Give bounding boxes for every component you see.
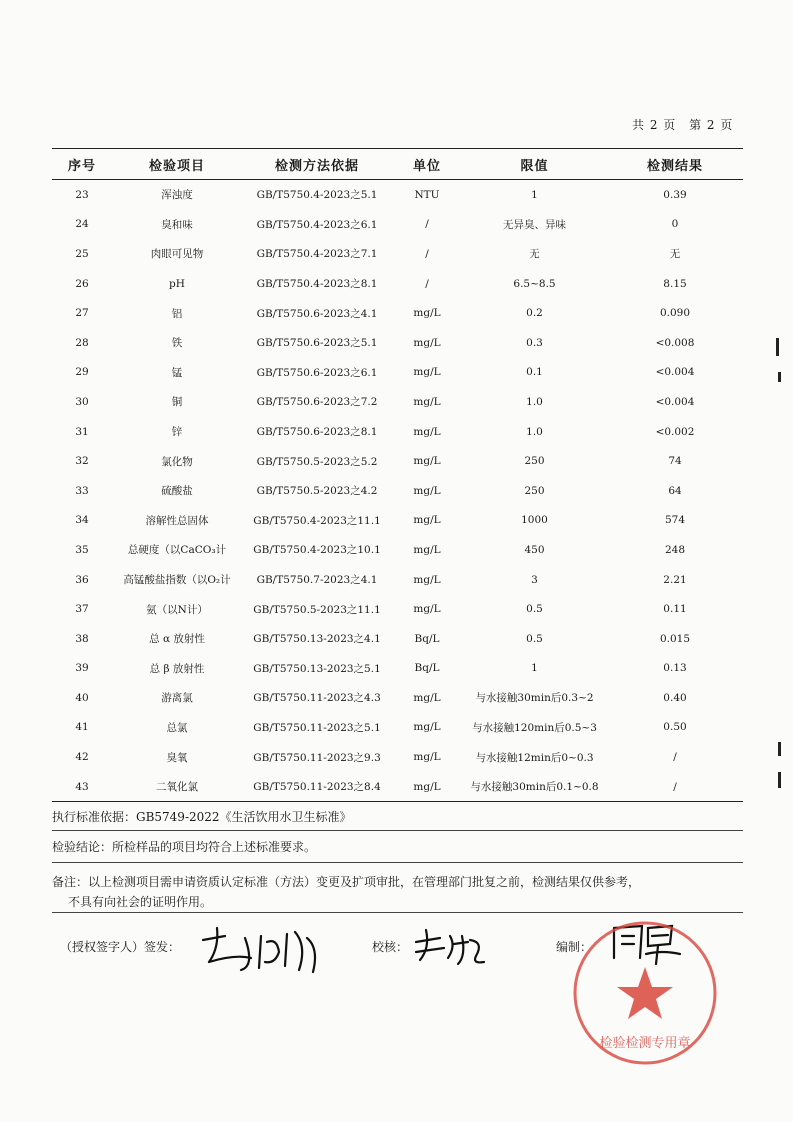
table-row (52, 742, 743, 772)
row-limit: 1 (531, 662, 538, 675)
header-unit: 单位 (392, 149, 462, 180)
row-method: GB/T5750.4-2023之8.1 (256, 278, 378, 291)
row-unit: mg/L (413, 336, 441, 349)
row-result: 0.13 (663, 662, 687, 675)
row-item: 铝 (171, 307, 183, 320)
row-limit: 0.3 (526, 336, 543, 349)
row-result: 8.15 (663, 277, 687, 290)
row-unit: mg/L (413, 721, 441, 734)
row-method: GB/T5750.11-2023之8.4 (242, 772, 392, 802)
table-row (52, 506, 743, 536)
row-item: 总 β 放射性 (149, 662, 205, 675)
table-row (52, 210, 743, 240)
row-result: 574 (664, 514, 686, 527)
table-header-row (52, 149, 743, 180)
row-unit: mg/L (413, 573, 441, 586)
row-item: 浑浊度 (161, 189, 193, 202)
header-limit: 限值 (462, 149, 607, 180)
row-limit: 1000 (521, 514, 548, 527)
row-result: <0.002 (655, 425, 695, 438)
row-seq: 24 (75, 218, 89, 231)
row-unit: NTU (414, 188, 440, 201)
reviewer-label: 校核： (372, 940, 409, 954)
row-unit: mg/L (413, 366, 441, 379)
row-limit: 1.0 (526, 425, 543, 438)
row-limit: 与水接触120min后0.5~3 (472, 721, 597, 734)
table-body (52, 180, 743, 802)
table-row (52, 387, 743, 417)
table-row (52, 358, 743, 388)
row-item: 高锰酸盐指数（以O₂计 (123, 574, 231, 587)
row-limit: 0.5 (526, 632, 543, 645)
row-limit: 3 (531, 573, 538, 586)
row-limit: 250 (524, 484, 545, 497)
row-seq: 34 (75, 514, 89, 527)
row-unit: Bq/L (414, 632, 440, 645)
row-limit: 250 (524, 455, 545, 468)
table-row (52, 298, 743, 328)
row-unit: mg/L (413, 691, 441, 704)
row-method: GB/T5750.6-2023之4.1 (256, 307, 378, 320)
table-row (52, 180, 743, 210)
row-result: 0 (671, 218, 679, 231)
row-seq: 41 (75, 721, 89, 734)
row-item: 氯化物 (161, 455, 193, 468)
row-unit: mg/L (413, 543, 441, 556)
row-item: 锰 (171, 366, 183, 379)
conclusion-line: 检验结论：所检样品的项目均符合上述标准要求。 (52, 840, 317, 854)
table-row (52, 239, 743, 269)
row-unit: mg/L (413, 395, 441, 408)
row-item: 臭和味 (161, 218, 193, 231)
table-row (52, 476, 743, 506)
seal-star-icon (617, 967, 673, 1019)
table-row (52, 446, 743, 476)
page-current: 第 2 页 (689, 118, 734, 132)
row-seq: 26 (75, 277, 89, 290)
row-method: GB/T5750.6-2023之8.1 (256, 426, 378, 439)
row-unit: mg/L (413, 603, 441, 616)
table-row (52, 772, 743, 802)
row-method: GB/T5750.4-2023之7.1 (256, 248, 378, 261)
reviewer-signature (410, 922, 490, 972)
table-row (52, 713, 743, 743)
row-result: 无 (669, 248, 681, 261)
row-result: 64 (668, 484, 682, 497)
row-method: GB/T5750.6-2023之5.1 (256, 337, 378, 350)
table-row (52, 269, 743, 299)
row-item: 总 α 放射性 (149, 633, 205, 646)
row-unit: mg/L (413, 751, 441, 764)
row-result: 0.50 (663, 721, 687, 734)
header-item: 检验项目 (112, 149, 242, 180)
row-unit: mg/L (413, 425, 441, 438)
row-limit: 1 (531, 188, 538, 201)
row-method: GB/T5750.5-2023之4.2 (256, 485, 378, 498)
row-seq: 25 (75, 247, 89, 260)
row-result: 2.21 (663, 573, 687, 586)
row-seq: 29 (75, 366, 89, 379)
row-seq: 33 (75, 484, 89, 497)
row-item: 氨（以N计） (146, 603, 208, 616)
row-limit: 无 (529, 248, 540, 261)
row-item: 总氯 (166, 721, 188, 734)
remark-line-2: 不具有向社会的证明作用。 (68, 895, 213, 909)
row-limit: 0.2 (526, 307, 543, 320)
row-unit: / (425, 218, 429, 231)
row-method: GB/T5750.13-2023之4.1 (253, 633, 381, 646)
approver-label: （授权签字人）签发： (60, 940, 181, 954)
row-unit: / (425, 277, 429, 290)
official-seal (565, 915, 725, 1075)
row-limit: 无异臭、异味 (503, 218, 566, 231)
row-result: / (673, 751, 677, 764)
row-item: 总硬度（以CaCO₃计 (127, 544, 227, 557)
table-row (52, 683, 743, 713)
row-seq: 38 (75, 632, 89, 645)
row-unit: mg/L (413, 455, 441, 468)
row-method: GB/T5750.6-2023之7.2 (256, 396, 378, 409)
table-row (52, 328, 743, 358)
row-result: 0.015 (659, 632, 691, 645)
margin-mark (778, 372, 781, 382)
row-result: 0.40 (663, 691, 687, 704)
divider (52, 912, 743, 913)
row-unit: mg/L (413, 514, 441, 527)
row-method: GB/T5750.11-2023之5.1 (253, 721, 381, 734)
row-result: 74 (668, 455, 682, 468)
row-unit: Bq/L (414, 662, 440, 675)
row-seq: 27 (75, 307, 89, 320)
row-item: 臭氧 (166, 751, 188, 764)
row-item: 铁 (171, 337, 183, 350)
row-unit: mg/L (392, 772, 462, 802)
row-result: 0.39 (663, 188, 687, 201)
margin-mark (776, 338, 779, 356)
row-limit: 6.5~8.5 (513, 277, 556, 290)
row-seq: 40 (75, 691, 89, 704)
row-seq: 30 (75, 395, 89, 408)
row-limit: 与水接触30min后0.3~2 (475, 692, 594, 705)
row-result: <0.004 (655, 395, 695, 408)
row-result: 0.11 (663, 603, 687, 616)
row-method: GB/T5750.4-2023之6.1 (256, 218, 378, 231)
row-limit: 0.1 (526, 366, 543, 379)
table-row (52, 565, 743, 595)
row-method: GB/T5750.13-2023之5.1 (253, 662, 381, 675)
remark-block (52, 872, 743, 912)
row-item: 铜 (171, 396, 183, 409)
row-seq: 32 (75, 455, 89, 468)
row-item: pH (169, 277, 185, 290)
row-result: 248 (664, 543, 686, 556)
editor-label: 编制： (556, 940, 593, 954)
row-seq: 31 (75, 425, 89, 438)
standard-line: 执行标准依据：GB5749-2022《生活饮用水卫生标准》 (52, 810, 352, 824)
row-item: 肉眼可见物 (150, 248, 204, 261)
results-table (52, 148, 743, 802)
header-seq: 序号 (52, 149, 112, 180)
page-total: 共 2 页 (632, 118, 677, 132)
row-seq: 39 (75, 662, 89, 675)
table-row (52, 535, 743, 565)
row-method: GB/T5750.4-2023之11.1 (253, 514, 381, 527)
table-row (52, 417, 743, 447)
row-seq: 37 (75, 603, 89, 616)
row-method: GB/T5750.6-2023之6.1 (256, 366, 378, 379)
row-method: GB/T5750.11-2023之9.3 (253, 751, 381, 764)
row-limit: 0.5 (526, 603, 543, 616)
divider (52, 830, 743, 831)
margin-mark (778, 772, 781, 788)
margin-mark (778, 742, 781, 756)
row-method: GB/T5750.7-2023之4.1 (256, 574, 378, 587)
row-unit: mg/L (413, 307, 441, 320)
remark-line-1: 备注：以上检测项目需申请资质认定标准（方法）变更及扩项审批，在管理部门批复之前，检测结果仅供参考， (52, 875, 641, 889)
row-limit: 450 (524, 543, 545, 556)
row-seq: 23 (75, 188, 89, 201)
table-row (52, 624, 743, 654)
row-method: GB/T5750.5-2023之11.1 (253, 603, 381, 616)
row-method: GB/T5750.4-2023之10.1 (253, 544, 381, 557)
table-row (52, 654, 743, 684)
table-row (52, 594, 743, 624)
divider (52, 862, 743, 863)
approver-signature (195, 918, 325, 978)
row-seq: 36 (75, 573, 89, 586)
row-result: 0.090 (659, 307, 691, 320)
row-seq: 42 (75, 751, 89, 764)
row-limit: 与水接触30min后0.1~0.8 (462, 772, 607, 802)
row-limit: 1.0 (526, 395, 543, 408)
row-method: GB/T5750.11-2023之4.3 (253, 692, 381, 705)
row-result: / (607, 772, 743, 802)
seal-label: 检验检测专用章 (599, 1036, 691, 1051)
row-item: 硫酸盐 (161, 485, 193, 498)
row-limit: 与水接触12min后0~0.3 (475, 751, 594, 764)
row-unit: / (425, 247, 429, 260)
row-item: 二氧化氯 (112, 772, 242, 802)
row-unit: mg/L (413, 484, 441, 497)
row-result: <0.004 (655, 366, 695, 379)
row-seq: 28 (75, 336, 89, 349)
row-method: GB/T5750.4-2023之5.1 (256, 189, 378, 202)
header-method: 检测方法依据 (242, 149, 392, 180)
row-method: GB/T5750.5-2023之5.2 (256, 455, 378, 468)
row-result: <0.008 (655, 336, 695, 349)
row-seq: 35 (75, 543, 89, 556)
row-item: 游离氯 (161, 692, 193, 705)
row-seq: 43 (52, 772, 112, 802)
header-result: 检测结果 (607, 149, 743, 180)
row-item: 锌 (171, 426, 183, 439)
page-indicator (632, 116, 741, 133)
row-item: 溶解性总固体 (145, 514, 209, 527)
